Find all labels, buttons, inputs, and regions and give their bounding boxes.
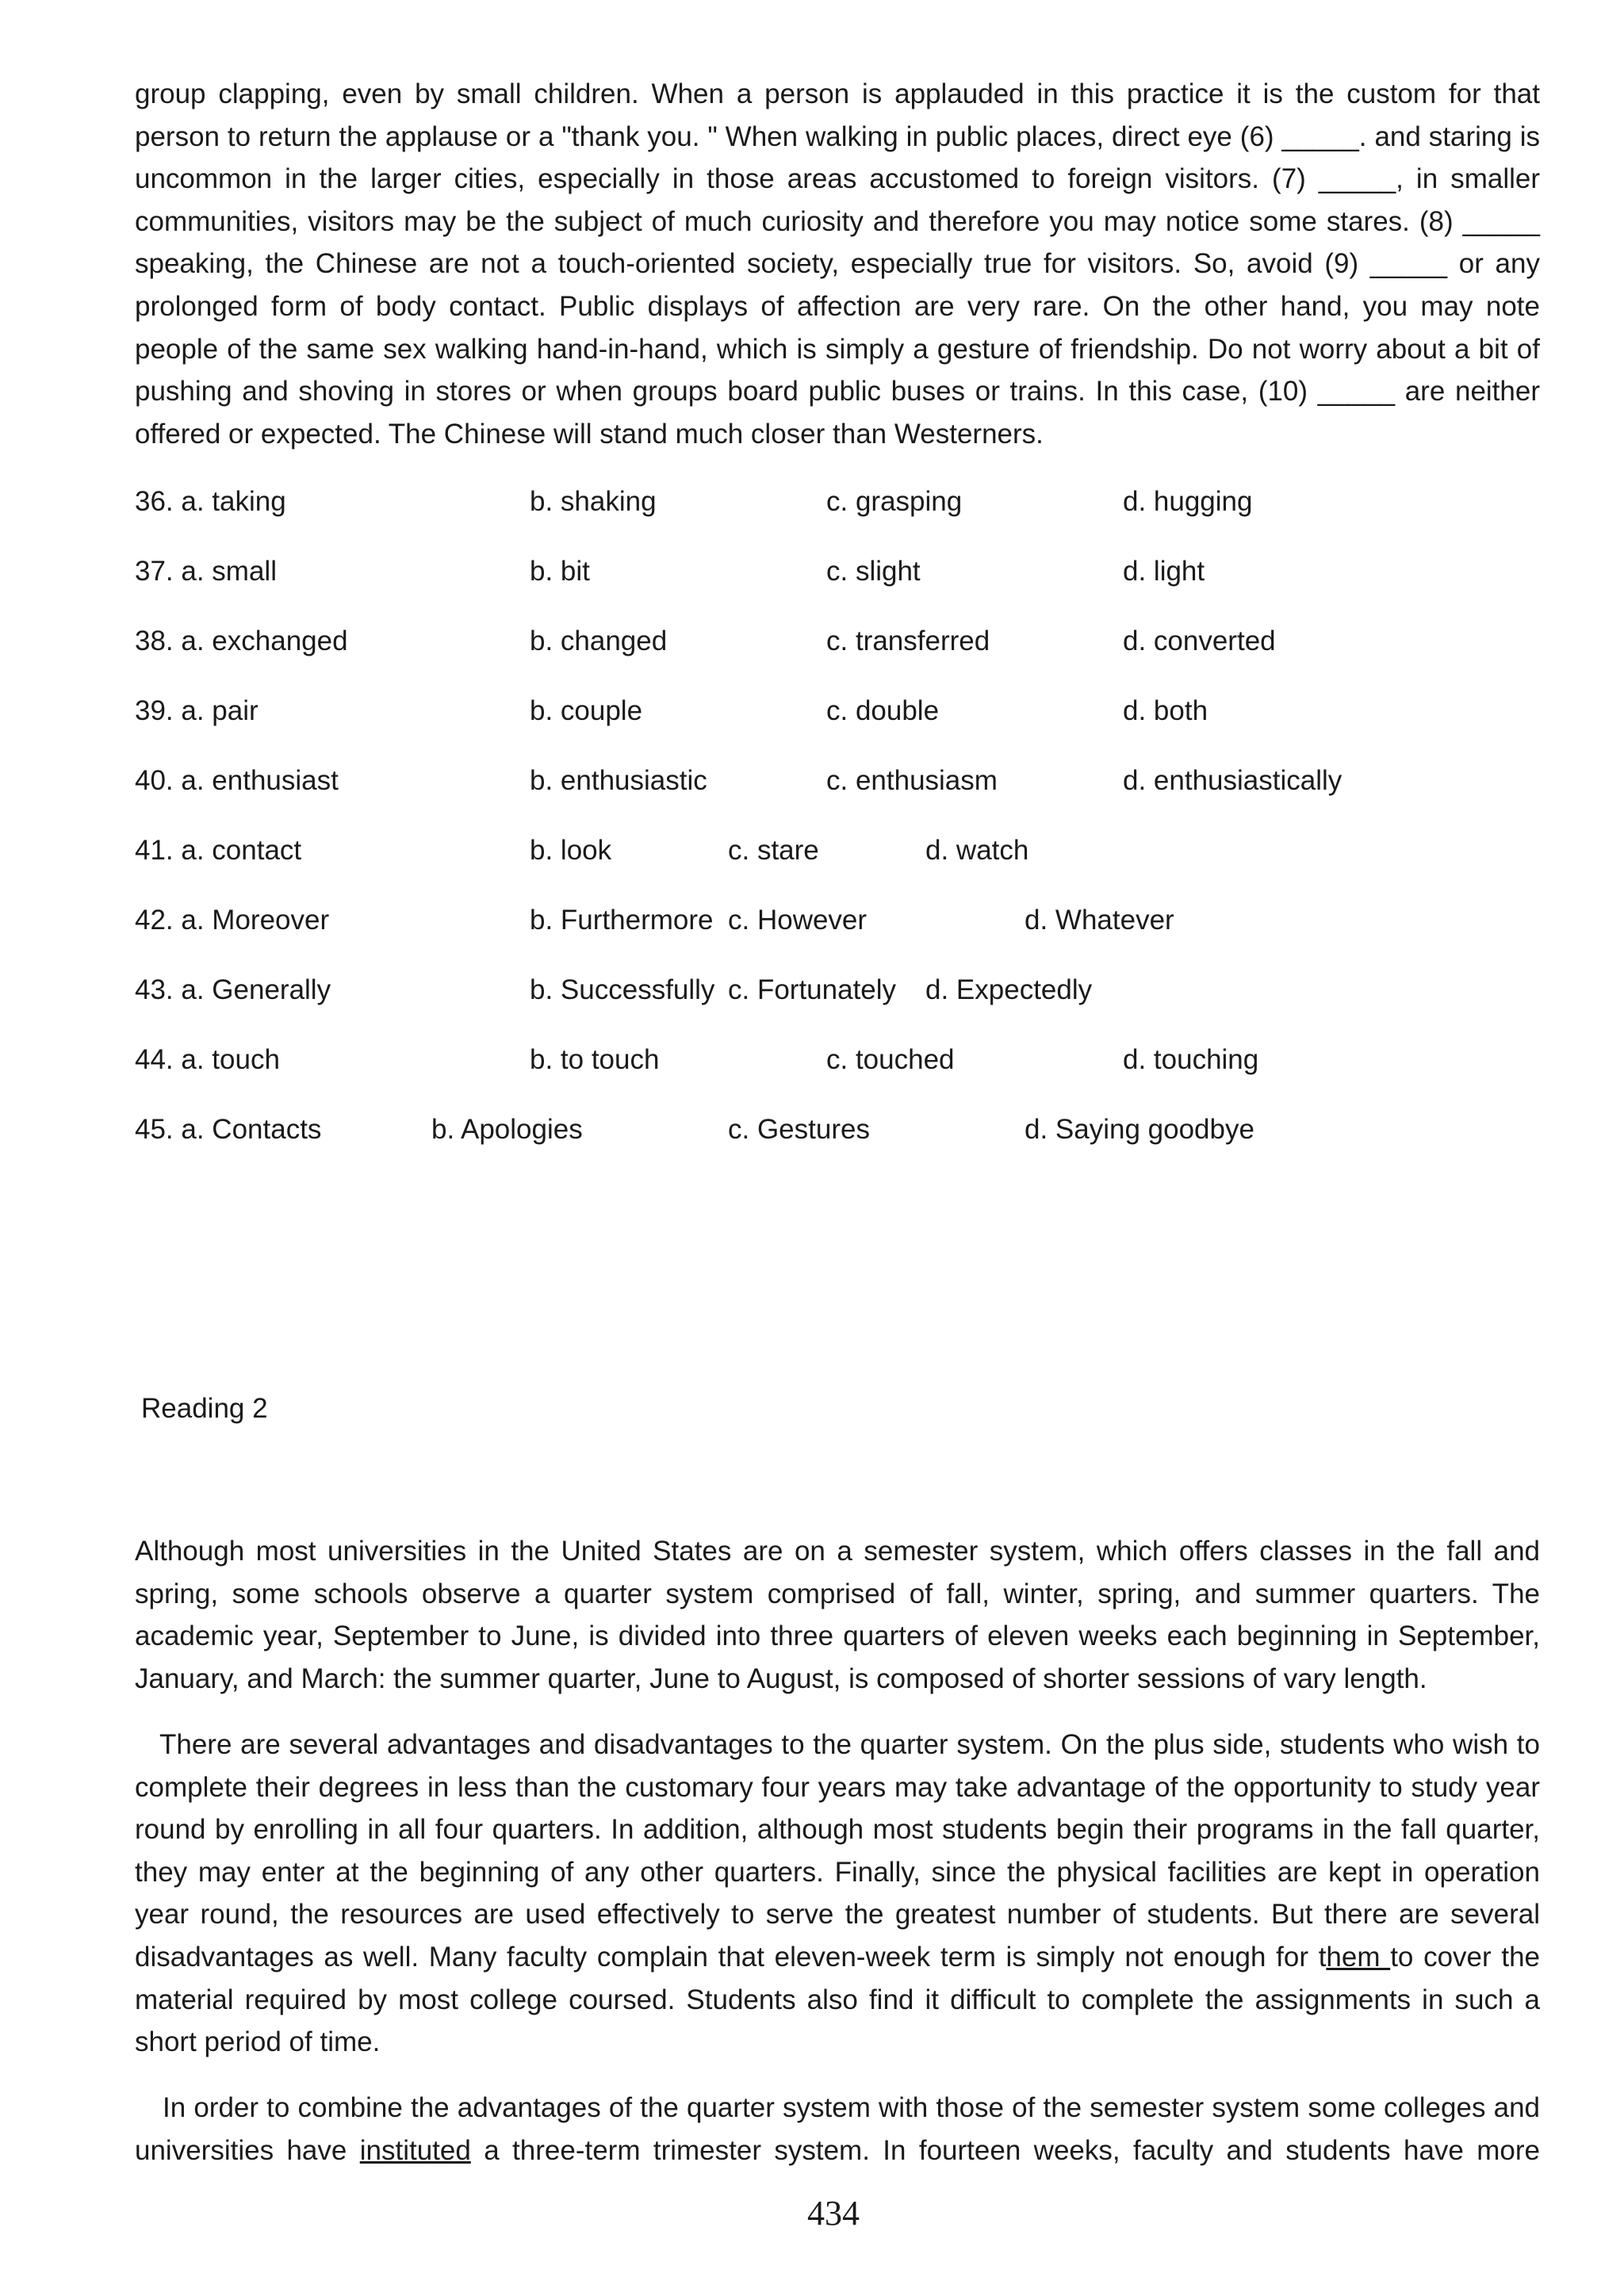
option-d: d. converted — [1123, 626, 1276, 656]
option-c: c. enthusiasm — [826, 765, 998, 796]
option-a: 45. a. Contacts — [135, 1114, 322, 1145]
option-d: d. touching — [1123, 1044, 1259, 1075]
option-d: d. Expectedly — [925, 974, 1093, 1005]
option-b: b. shaking — [530, 486, 657, 517]
paragraph-line: they may enter at the beginning of any other quarters. Finally, since the physical facilities are kept in operation — [135, 1856, 1540, 1888]
line-text: to cover the — [1390, 1941, 1540, 1973]
paragraph-line: complete their degrees in less than the customary four years may take advantage of the opportunity to study year — [135, 1771, 1540, 1803]
option-c: c. Fortunately — [728, 974, 897, 1005]
option-a: 39. a. pair — [135, 695, 259, 726]
option-d: d. enthusiastically — [1123, 765, 1342, 796]
paragraph-line: spring, some schools observe a quarter system comprised of fall, winter, spring, and summer quarters. The — [135, 1578, 1540, 1609]
option-c: c. stare — [728, 835, 819, 866]
passage-line: prolonged form of body contact. Public displays of affection are very rare. On the other hand, you may note — [135, 290, 1540, 322]
option-b: b. Furthermore — [530, 905, 714, 936]
option-c: c. However — [728, 905, 868, 936]
reading2-paragraph-1 — [135, 1530, 1540, 1700]
option-b: b. changed — [530, 626, 668, 656]
passage-line: communities, visitors may be the subject of much curiosity and therefore you may notice some stares. (8) _____ — [135, 205, 1540, 237]
passage-line: pushing and shoving in stores or when groups board public buses or trains. In this case, (10) _____ are neither — [135, 376, 1540, 408]
underlined-word-instituted: instituted — [359, 2134, 471, 2166]
option-a: 41. a. contact — [135, 835, 302, 866]
option-b: b. bit — [530, 556, 590, 587]
line-text: a three-term trimester system. In fourteen weeks, faculty and students have more — [470, 2134, 1540, 2166]
line-text: universities have — [135, 2134, 360, 2166]
option-a: 38. a. exchanged — [135, 626, 348, 656]
paragraph-line: short period of time. — [135, 2026, 381, 2058]
option-a: 36. a. taking — [135, 486, 286, 517]
paragraph-line: academic year, September to June, is divided into three quarters of eleven weeks each beginning in September, — [135, 1621, 1540, 1652]
option-c: c. slight — [826, 556, 921, 587]
passage-line: person to return the applause or a "thank you. " When walking in public places, direct eye (6) _____. and staring is — [135, 121, 1540, 152]
passage-line: people of the same sex walking hand-in-hand, which is simply a gesture of friendship. Do not worry about a bit of — [135, 333, 1540, 365]
reading2-paragraph-2 — [135, 1724, 1540, 2064]
paragraph-line: There are several advantages and disadvantages to the quarter system. On the plus side, students who wish to — [159, 1729, 1540, 1760]
option-b: b. enthusiastic — [530, 765, 707, 796]
option-b: b. look — [530, 835, 612, 866]
option-a: 43. a. Generally — [135, 974, 331, 1005]
option-a: 40. a. enthusiast — [135, 765, 339, 796]
paragraph-line: January, and March: the summer quarter, June to August, is composed of shorter sessions of vary length. — [135, 1663, 1427, 1694]
option-d: d. watch — [925, 835, 1029, 866]
section-heading: Reading 2 — [141, 1393, 268, 1424]
paragraph-line — [135, 2130, 1540, 2172]
passage-line: speaking, the Chinese are not a touch-oriented society, especially true for visitors. So, avoid (9) _____ or any — [135, 248, 1540, 280]
paragraph-line: In order to combine the advantages of the quarter system with those of the semester system some colleges and — [163, 2092, 1540, 2123]
paragraph-line: round by enrolling in all four quarters. In addition, although most students begin their programs in the fall quarter, — [135, 1814, 1540, 1846]
paragraph-line: Although most universities in the United States are on a semester system, which offers classes in the fall and — [135, 1536, 1540, 1567]
reading2-paragraph-3 — [135, 2087, 1540, 2172]
underlined-word-them: hem — [1326, 1941, 1391, 1973]
option-b: b. couple — [530, 695, 643, 726]
passage-line: group clapping, even by small children. When a person is applauded in this practice it is the custom for that — [135, 78, 1540, 109]
option-c: c. touched — [826, 1044, 955, 1075]
option-a: 44. a. touch — [135, 1044, 280, 1075]
option-c: c. Gestures — [728, 1114, 870, 1145]
option-b: b. Apologies — [431, 1114, 583, 1145]
passage-continued — [135, 73, 1540, 455]
paragraph-line — [135, 1936, 1540, 1979]
option-b: b. Successfully — [530, 974, 715, 1005]
line-text: disadvantages as well. Many faculty complain that eleven-week term is simply not enough for t — [135, 1941, 1327, 1973]
option-c: c. double — [826, 695, 940, 726]
passage-line: uncommon in the larger cities, especially in those areas accustomed to foreign visitors. (7) _____, in smaller — [135, 163, 1540, 195]
option-a: 42. a. Moreover — [135, 905, 330, 936]
passage-line: offered or expected. The Chinese will stand much closer than Westerners. — [135, 418, 1044, 450]
option-d: d. hugging — [1123, 486, 1253, 517]
paragraph-line: year round, the resources are used effectively to serve the greatest number of students. But there are several — [135, 1899, 1540, 1931]
option-a: 37. a. small — [135, 556, 277, 587]
option-d: d. both — [1123, 695, 1208, 726]
option-d: d. light — [1123, 556, 1205, 587]
option-b: b. to touch — [530, 1044, 660, 1075]
page-number: 434 — [807, 2194, 860, 2233]
option-c: c. grasping — [826, 486, 963, 517]
option-d: d. Saying goodbye — [1025, 1114, 1254, 1145]
option-c: c. transferred — [826, 626, 990, 656]
paragraph-line: material required by most college coursed. Students also find it difficult to complete the assignments in such a — [135, 1984, 1540, 2015]
option-d: d. Whatever — [1025, 905, 1174, 936]
